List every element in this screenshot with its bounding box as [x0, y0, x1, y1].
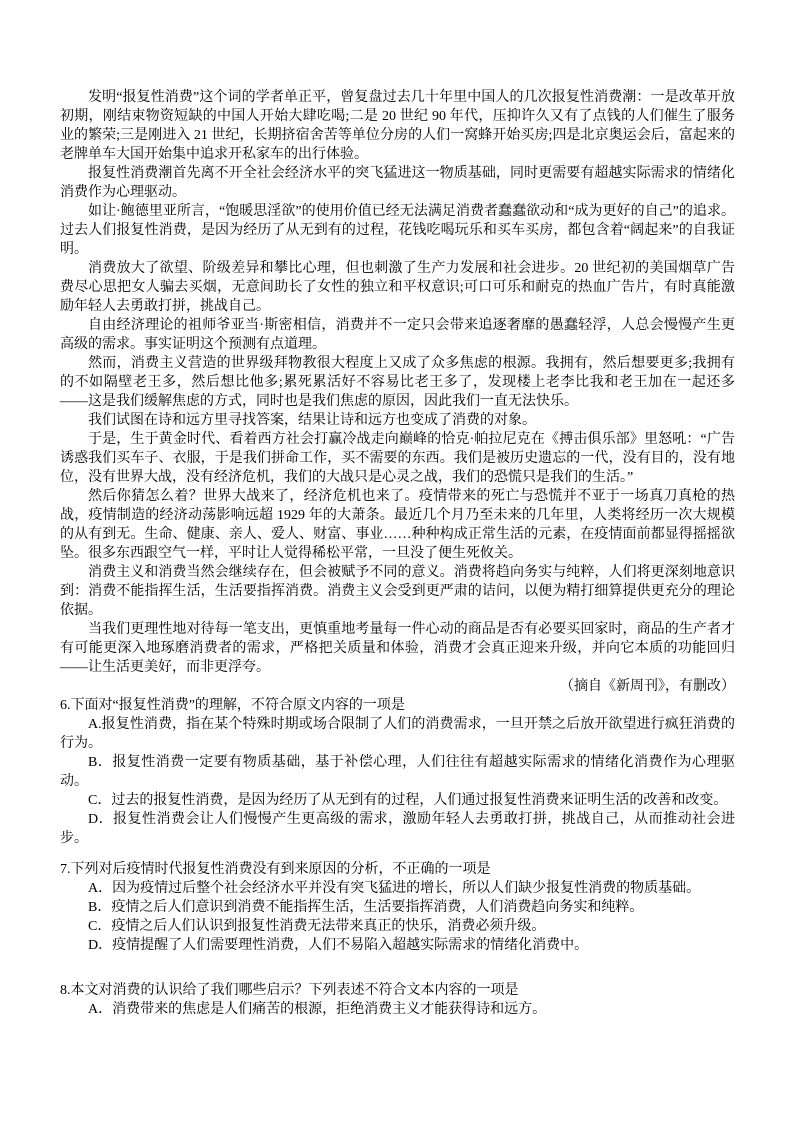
question-8-option-a: A．消费带来的焦虑是人们痛苦的根源，拒绝消费主义才能获得诗和远方。: [88, 1002, 547, 1017]
article-paragraph: 报复性消费潮首先离不开全社会经济水平的突飞猛进这一物质基础，同时更需要有超越实际需求的情绪化消费作为心理驱动。: [60, 166, 735, 200]
question-6-option-a: A.报复性消费，指在某个特殊时期或场合限制了人们的消费需求，一旦开禁之后放开欲望进行疯狂消费的行为。: [60, 717, 735, 751]
question-7-stem: 7.下列对后疫情时代报复性消费没有到来原因的分析，不正确的一项是: [60, 862, 491, 877]
article-paragraph: 自由经济理论的祖师爷亚当·斯密相信，消费并不一定只会带来追逐奢靡的愚蠢轻浮，人总会慢慢产生更高级的需求。事实证明这个预测有点道理。: [60, 318, 735, 352]
article-body: [60, 88, 735, 696]
article-paragraph: 于是，生于黄金时代、看着西方社会打赢冷战走向巅峰的恰克·帕拉尼克在《搏击俱乐部》里怒吼：“广告诱惑我们买车子、衣服，于是我们拼命工作，买不需要的东西。我们是被历史遗忘的一代，没有目的，没有地位，没有世界大战，没有经济危机，我们的大战只是心灵之战，我们的恐慌只是我们的生活。”: [60, 432, 735, 485]
question-6-stem: 6.下面对“报复性消费”的理解，不符合原文内容的一项是: [60, 698, 405, 713]
question-7-option-d: D．疫情提醒了人们需要理性消费，人们不易陷入超越实际需求的情绪化消费中。: [88, 938, 589, 953]
question-8: [60, 981, 735, 1019]
question-8-stem: 8.本文对消费的认识给了我们哪些启示？下列表述不符合文本内容的一项是: [60, 983, 519, 998]
article-paragraph: 我们试图在诗和远方里寻找答案，结果让诗和远方也变成了消费的对象。: [88, 413, 536, 428]
article-paragraph: 消费主义和消费当然会继续存在，但会被赋予不同的意义。消费将趋向务实与纯粹，人们将更深刻地意识到：消费不能指挥生活，生活要指挥消费。消费主义会受到更严肃的诘问，以便为精打细算提供更充分的理论依据。: [60, 565, 735, 618]
article-paragraph: 发明“报复性消费”这个词的学者单正平，曾复盘过去几十年里中国人的几次报复性消费潮：一是改革开放初期，刚结束物资短缺的中国人开始大肆吃喝;二是 20 世纪 90 年代，压抑许久又有了点钱的人们催生了服务业的繁荣;三是刚进入 21 世纪，长期挤宿舍苦等单位分房的人们一窝蜂开始买房;四是北京奥运会后，富起来的老牌单车大国开始集中追求开私家车的出行体验。: [60, 90, 735, 162]
question-6: [60, 696, 735, 848]
question-6-option-c: C．过去的报复性消费，是因为经历了从无到有的过程，人们通过报复性消费来证明生活的改善和改变。: [88, 793, 728, 808]
question-7: [60, 860, 735, 955]
question-7-option-c: C．疫情之后人们认识到报复性消费无法带来真正的快乐，消费必须升级。: [88, 919, 546, 934]
article-paragraph: 如让·鲍德里亚所言，“饱暖思淫欲”的使用价值已经无法满足消费者蠢蠢欲动和“成为更好的自己”的追求。过去人们报复性消费，是因为经历了从无到有的过程，花钱吃喝玩乐和买车买房，都包含着“阔起来”的自我证明。: [60, 204, 735, 257]
question-7-option-b: B．疫情之后人们意识到消费不能指挥生活，生活要指挥消费，人们消费趋向务实和纯粹。: [88, 900, 644, 915]
question-6-option-d: D．报复性消费会让人们慢慢产生更高级的需求，激励年轻人去勇敢打拼，挑战自己，从而推动社会进步。: [60, 812, 735, 846]
question-7-option-a: A．因为疫情过后整个社会经济水平并没有突飞猛进的增长，所以人们缺少报复性消费的物质基础。: [88, 881, 701, 896]
article-paragraph: 然后你猜怎么着？世界大战来了，经济危机也来了。疫情带来的死亡与恐慌并不亚于一场真刀真枪的热战，疫情制造的经济动荡影响远超 1929 年的大萧条。最近几个月乃至未来的几年里，人类将经历一次大规模的从有到无。生命、健康、亲人、爱人、财富、事业……种种构成正常生活的元素，在疫情面前都显得摇摇欲坠。很多东西跟空气一样，平时让人觉得稀松平常，一旦没了便生死攸关。: [60, 489, 735, 561]
article-attribution: （摘自《新周刊》，有删改）: [560, 679, 735, 694]
question-6-option-b: B．报复性消费一定要有物质基础，基于补偿心理，人们往往有超越实际需求的情绪化消费作为心理驱动。: [60, 755, 735, 789]
article-paragraph: 消费放大了欲望、阶级差异和攀比心理，但也刺激了生产力发展和社会进步。20 世纪初的美国烟草广告费尽心思把女人骗去买烟，无意间助长了女性的独立和平权意识;可口可乐和耐克的热血广告片，有时真能激励年轻人去勇敢打拼，挑战自己。: [60, 261, 735, 314]
article-paragraph: 当我们更理性地对待每一笔支出，更慎重地考量每一件心动的商品是否有必要买回家时，商品的生产者才有可能更深入地琢磨消费者的需求，严格把关质量和体验，消费才会真正迎来升级，并向它本质的功能回归——让生活更美好，而非更浮夸。: [60, 622, 735, 675]
article-paragraph: 然而，消费主义营造的世界级拜物教很大程度上又成了众多焦虑的根源。我拥有，然后想要更多;我拥有的不如隔壁老王多，然后想比他多;累死累活好不容易比老王多了，发现楼上老李比我和老王加在一起还多——这是我们缓解焦虑的方式，同时也是我们焦虑的原因，因此我们一直无法快乐。: [60, 356, 735, 409]
